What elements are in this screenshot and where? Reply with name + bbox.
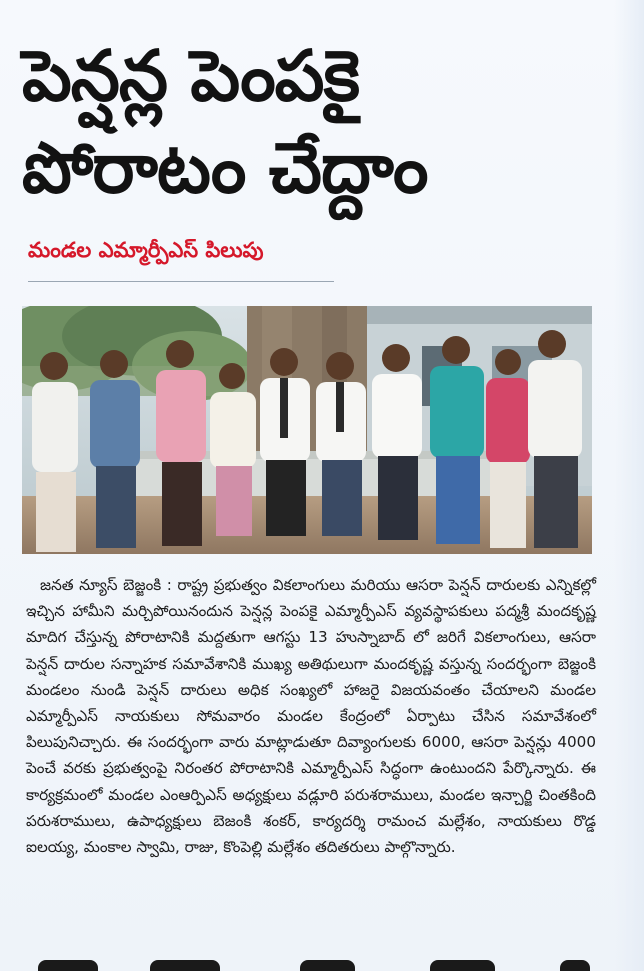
headline-line-1: పెన్షన్ల పెంపకై xyxy=(22,35,359,117)
subheadline: మండల ఎమ్మార్పీఎస్ పిలుపు xyxy=(28,238,264,262)
article-body xyxy=(26,572,596,860)
article-paragraph: జనత న్యూస్ బెజ్జంకి : రాష్ట్ర ప్రభుత్వం వికలాంగులు మరియు ఆసరా పెన్షన్ దారులకు ఎన్నికల్లో ఇచ్చిన హామీని మర్చిపోయినందున పెన్షన్ల పెంపకై ఎమ్మార్పీఎస్ వ్యవస్థాపకులు పద్మశ్రీ మందకృష్ణ మాదిగ చేస్తున్న పోరాటానికి మద్దతుగా ఆగస్టు 13 హుస్నాబాద్ లో జరిగే వికలాంగులు, ఆసరా పెన్షన్ దారుల సన్నాహక సమావేశానికి ముఖ్య అతిథులుగా మందకృష్ణ వస్తున్న సందర్భంగా బెజ్జంకి మండలం నుండి పెన్షన్ దారులు అధిక సంఖ్యలో హాజరై విజయవంతం చేయాలని మండల ఎమ్మార్పీఎస్ నాయకులు సోమవారం మండల కేంద్రంలో ఏర్పాటు చేసిన సమావేశంలో పిలుపునిచ్చారు. ఈ సందర్భంగా వారు మాట్లాడుతూ దివ్యాంగులకు 6000, ఆసరా పెన్షన్లు 4000 పెంచే వరకు ప్రభుత్వంపై నిరంతర పోరాటానికి ఎమ్మార్పీఎస్ సిద్ధంగా ఉంటుందని పేర్కొన్నారు. ఈ కార్యక్రమంలో మండల ఎంఆర్పిఎస్ అధ్యక్షులు వడ్లూరి పరుశరాములు, మండల ఇన్చార్జి చింతకింది పరుశరాములు, ఉపాధ్యక్షులు బెజంకి శంకర్, కార్యదర్శి రామంచ మల్లేశం, నాయకులు రొడ్డ ఐలయ్య, మంకాల స్వామి, రాజు, కొంపెల్లి మల్లేశం తదితరులు పాల్గొన్నారు. xyxy=(26,576,596,857)
next-headline-fragment xyxy=(0,952,644,971)
group-photo-icon xyxy=(22,306,592,554)
group-photo xyxy=(22,306,592,554)
headline-line-2: పోరాటం చేద్దాం xyxy=(22,127,428,209)
subheadline-underline xyxy=(28,281,334,282)
headline xyxy=(22,30,612,214)
page-edge-shadow xyxy=(614,0,644,971)
